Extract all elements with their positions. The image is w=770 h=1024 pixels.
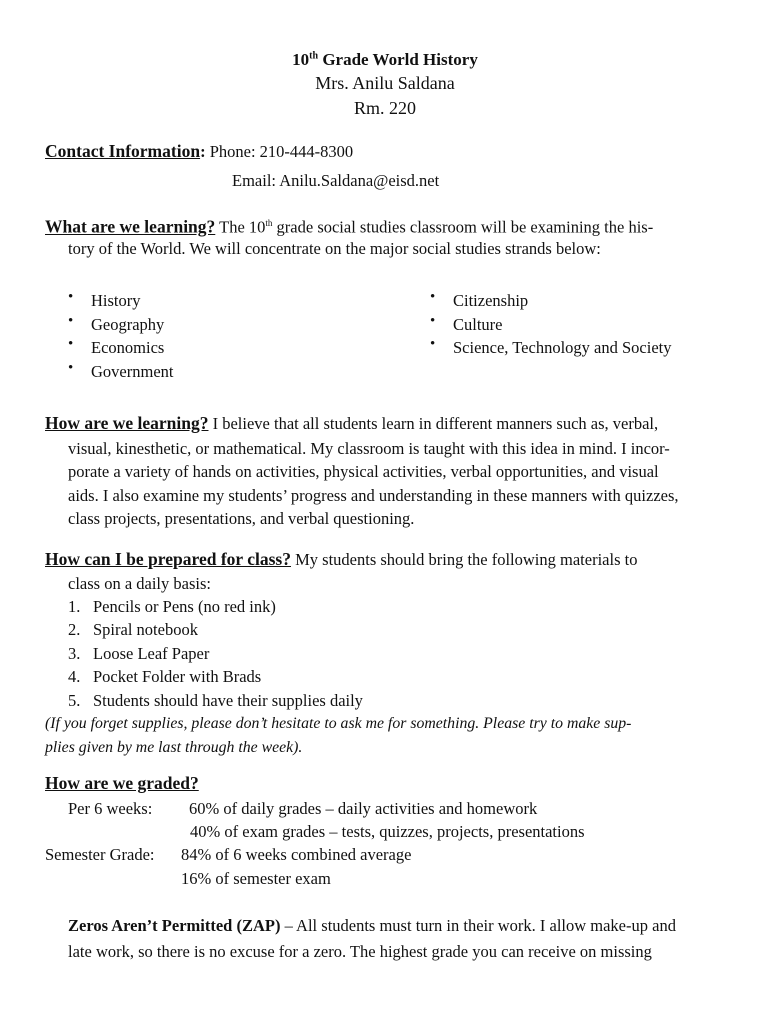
list-item: • Science, Technology and Society [430, 336, 671, 360]
prepared-heading: How can I be prepared for class? [45, 549, 291, 569]
learning-how-line5: class projects, presentations, and verbal questioning. [68, 509, 415, 528]
contact-email: Email: Anilu.Saldana@eisd.net [232, 171, 440, 190]
semester-average: 84% of 6 weeks combined average [181, 845, 412, 864]
strands-list-left [68, 289, 173, 383]
learning-what-heading: What are we learning? [45, 216, 216, 237]
list-item: 1. Pencils or Pens (no red ink) [68, 597, 276, 616]
room-number: Rm. 220 [353, 98, 416, 118]
supplies-note-line2: plies given by me last through the week). [45, 739, 303, 756]
zap-line1: Zeros Aren’t Permitted (ZAP) – All students must turn in their work. I allow make-up and [68, 916, 676, 935]
semester-exam: 16% of semester exam [181, 869, 331, 888]
learning-how-heading: How are we learning? [45, 413, 209, 433]
learning-how-line2: visual, kinesthetic, or mathematical. My classroom is taught with this idea in mind. I incor- [68, 439, 670, 458]
learning-what-line1: What are we learning? The 10th grade social studies classroom will be examining the his- [45, 216, 654, 237]
list-item: 4. Pocket Folder with Brads [68, 667, 262, 687]
strands-list-right [430, 289, 671, 360]
zap-title: Zeros Aren’t Permitted (ZAP) [68, 916, 281, 935]
course-title: 10th Grade World History [292, 50, 478, 69]
list-item: • Government [68, 360, 173, 384]
prepared-line2: class on a daily basis: [68, 574, 211, 593]
per6-exam: 40% of exam grades – tests, quizzes, projects, presentations [190, 822, 585, 841]
teacher-name: Mrs. Anilu Saldana [315, 73, 455, 93]
per6-label: Per 6 weeks: [68, 799, 153, 818]
list-item: • Economics [68, 336, 173, 360]
learning-how-line4: aids. I also examine my students’ progress and understanding in these manners with quizzes, [68, 486, 679, 505]
learning-how-line3: porate a variety of hands on activities, physical activities, verbal opportunities, and visual [68, 462, 659, 481]
contact-section: Contact Information: Phone: 210-444-8300 [45, 141, 354, 161]
materials-list [68, 595, 363, 712]
per6-daily: 60% of daily grades – daily activities and homework [189, 799, 538, 818]
list-item: 3. Loose Leaf Paper [68, 643, 210, 663]
contact-heading: Contact Information [45, 141, 201, 161]
semester-label: Semester Grade: [45, 845, 155, 864]
learning-how-line1: How are we learning? I believe that all students learn in different manners such as, verbal, [45, 413, 659, 433]
list-item: • Citizenship [430, 289, 671, 313]
list-item: • Culture [430, 313, 671, 337]
contact-phone: Phone: 210-444-8300 [209, 142, 354, 161]
learning-what-line2: tory of the World. We will concentrate on the major social studies strands below: [68, 239, 601, 258]
zap-line2: late work, so there is no excuse for a zero. The highest grade you can receive on missing [68, 942, 652, 961]
list-item: 2. Spiral notebook [68, 620, 198, 640]
grading-heading: How are we graded? [45, 773, 199, 793]
list-item: • History [68, 289, 173, 313]
list-item: • Geography [68, 313, 173, 337]
list-item: 5. Students should have their supplies daily [68, 690, 363, 710]
prepared-line1: How can I be prepared for class? My students should bring the following materials to [45, 549, 638, 569]
supplies-note-line1: (If you forget supplies, please don’t hesitate to ask me for something. Please try to make sup- [45, 715, 632, 732]
